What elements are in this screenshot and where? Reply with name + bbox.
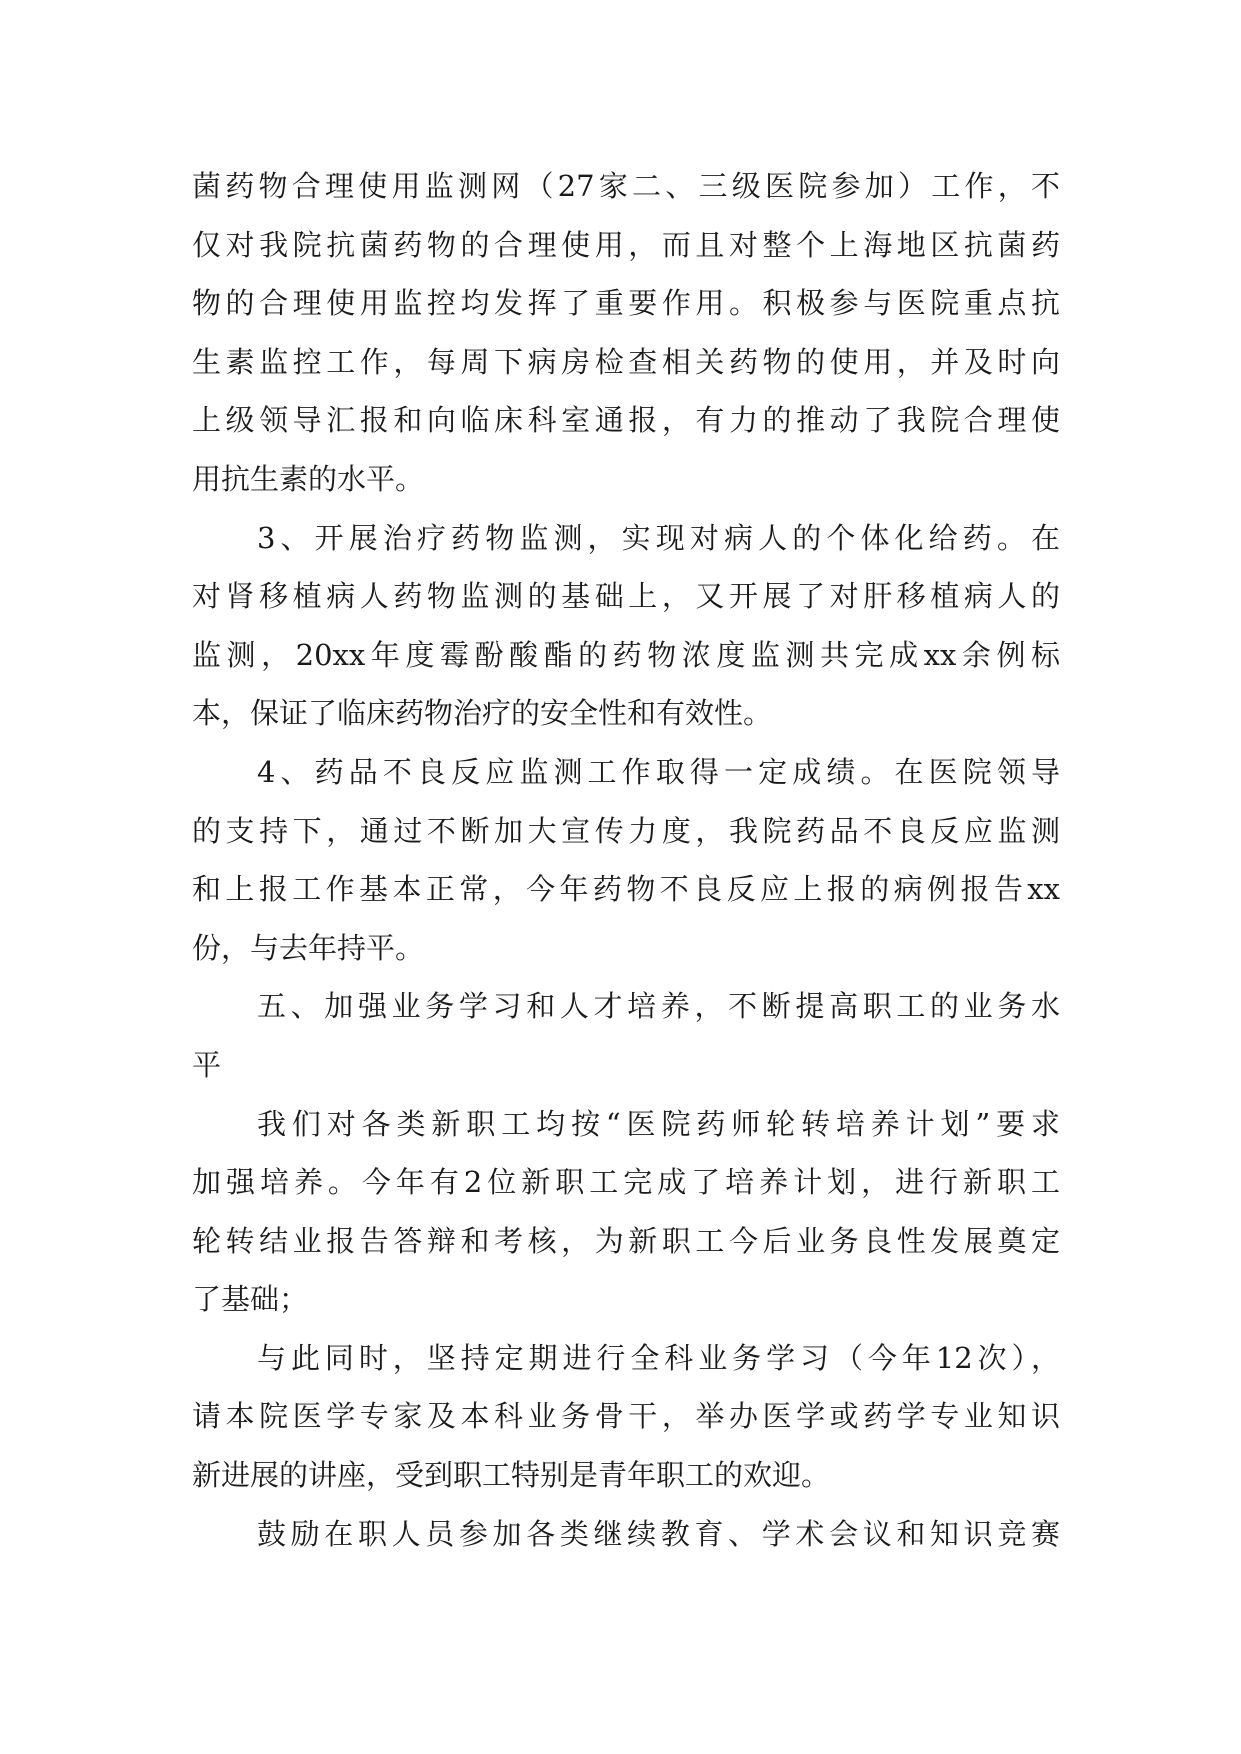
text-line: 仅对我院抗菌药物的合理使用，而且对整个上海地区抗菌药 xyxy=(192,227,1060,262)
text-line: 与此同时，坚持定期进行全科业务学习（今年12次）， xyxy=(257,1340,1060,1375)
text-line: 4、药品不良反应监测工作取得一定成绩。在医院领导 xyxy=(257,754,1060,789)
text-line: 的支持下，通过不断加大宣传力度，我院药品不良反应监测 xyxy=(192,813,1060,848)
text-line: 轮转结业报告答辩和考核，为新职工今后业务良性发展奠定 xyxy=(192,1223,1060,1258)
text-line: 对肾移植病人药物监测的基础上，又开展了对肝移植病人的 xyxy=(192,579,1060,614)
text-line: 我们对各类新职工均按“医院药师轮转培养计划”要求 xyxy=(257,1106,1060,1141)
text-line: 本，保证了临床药物治疗的安全性和有效性。 xyxy=(192,696,773,731)
text-line: 请本院医学专家及本科业务骨干，举办医学或药学专业知识 xyxy=(192,1399,1060,1434)
body-text xyxy=(192,157,1060,1563)
text-line: 用抗生素的水平。 xyxy=(192,461,425,496)
text-line: 鼓励在职人员参加各类继续教育、学术会议和知识竞赛 xyxy=(257,1516,1060,1551)
text-line: 上级领导汇报和向临床科室通报，有力的推动了我院合理使 xyxy=(192,403,1060,438)
text-line: 份，与去年持平。 xyxy=(192,930,425,965)
text-line: 平 xyxy=(192,1047,222,1082)
text-line: 监测，20xx年度霉酚酸酯的药物浓度监测共完成xx余例标 xyxy=(192,637,1060,672)
text-line: 3、开展治疗药物监测，实现对病人的个体化给药。在 xyxy=(257,520,1060,555)
text-line: 新进展的讲座，受到职工特别是青年职工的欢迎。 xyxy=(192,1458,831,1493)
text-line: 和上报工作基本正常，今年药物不良反应上报的病例报告xx xyxy=(192,872,1060,907)
text-line: 五、加强业务学习和人才培养，不断提高职工的业务水 xyxy=(257,989,1060,1024)
text-line: 物的合理使用监控均发挥了重要作用。积极参与医院重点抗 xyxy=(192,286,1060,321)
text-line: 菌药物合理使用监测网（27家二、三级医院参加）工作，不 xyxy=(192,169,1060,203)
text-line: 生素监控工作，每周下病房检查相关药物的使用，并及时向 xyxy=(192,344,1060,379)
text-line: 了基础； xyxy=(192,1282,309,1317)
text-line: 加强培养。今年有2位新职工完成了培养计划，进行新职工 xyxy=(192,1165,1060,1200)
